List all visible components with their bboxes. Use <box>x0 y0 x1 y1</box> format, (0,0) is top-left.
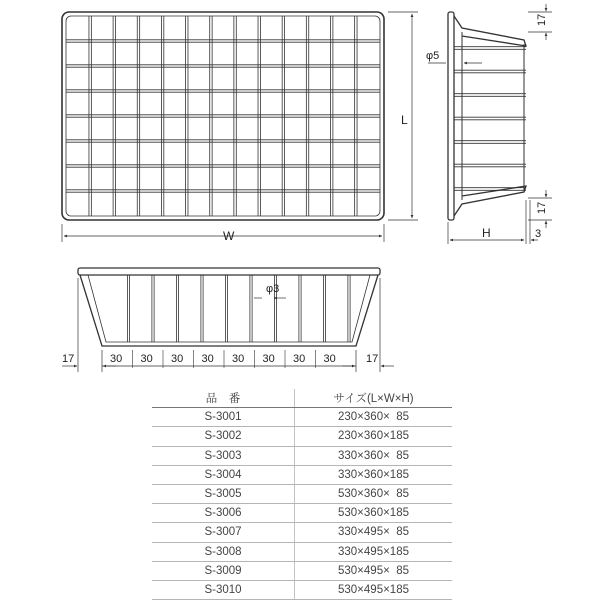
pitch-label: 30 <box>110 353 123 365</box>
pitch-label: 30 <box>323 353 336 365</box>
pitch-label: 30 <box>262 353 275 365</box>
size-cell: 230×360× 85 <box>295 408 453 427</box>
side-view-upper-edge <box>454 16 526 46</box>
dimension-side-3-label: 3 <box>535 228 542 240</box>
part-number-cell: S-3002 <box>152 427 295 446</box>
pitch-label: 30 <box>171 353 184 365</box>
dimension-h-label: H <box>482 226 491 240</box>
dimension-w-label: W <box>223 229 235 243</box>
dimension-h <box>448 200 538 244</box>
front-view <box>78 268 380 346</box>
dimension-side-top-17-label: 17 <box>536 13 548 26</box>
pitch-label: 30 <box>201 353 214 365</box>
part-number-cell: S-3007 <box>152 523 295 542</box>
front-view-posts <box>127 275 350 342</box>
size-cell: 530×360× 85 <box>295 484 453 503</box>
dimension-front-left-17-label: 17 <box>62 353 75 365</box>
dimension-side-bottom-17-label: 17 <box>536 201 548 214</box>
top-view-outer-frame <box>62 12 384 220</box>
size-cell: 230×360×185 <box>295 427 453 446</box>
pitch-label: 30 <box>293 353 306 365</box>
dimension-wire-front-label: φ3 <box>266 283 280 295</box>
part-number-cell: S-3005 <box>152 484 295 503</box>
front-view-top-rail <box>78 268 380 275</box>
part-number-cell: S-3010 <box>152 580 295 599</box>
spec-table-body <box>152 408 452 600</box>
side-view-ribs <box>454 47 526 191</box>
part-number-cell: S-3009 <box>152 561 295 580</box>
pitch-label: 30 <box>232 353 245 365</box>
pitch-label: 30 <box>140 353 153 365</box>
table-row <box>152 542 452 561</box>
header-size: サイズ(L×W×H) <box>295 389 453 408</box>
top-view <box>62 12 384 220</box>
table-row <box>152 580 452 599</box>
front-view-inner-outline <box>88 275 370 342</box>
size-cell: 530×360×185 <box>295 504 453 523</box>
dimension-front-right-17-label: 17 <box>366 353 379 365</box>
dimension-pitch-labels <box>110 350 336 368</box>
table-row <box>152 484 452 503</box>
header-part-number: 品 番 <box>152 389 295 408</box>
top-view-wire-grid <box>66 16 380 216</box>
part-number-cell: S-3008 <box>152 542 295 561</box>
front-view-outline <box>80 275 378 346</box>
side-view <box>448 12 526 220</box>
dimension-l-label: L <box>401 113 408 127</box>
size-cell: 330×495× 85 <box>295 523 453 542</box>
table-row <box>152 504 452 523</box>
table-row <box>152 523 452 542</box>
part-number-cell: S-3004 <box>152 465 295 484</box>
table-row <box>152 465 452 484</box>
part-number-cell: S-3003 <box>152 446 295 465</box>
side-view-back-bar <box>448 12 454 220</box>
size-cell: 530×495× 85 <box>295 561 453 580</box>
table-row <box>152 446 452 465</box>
part-number-cell: S-3001 <box>152 408 295 427</box>
dimension-wire-top-label: φ5 <box>426 50 440 62</box>
part-number-cell: S-3006 <box>152 504 295 523</box>
spec-table <box>152 389 452 600</box>
size-cell: 330×360×185 <box>295 465 453 484</box>
size-cell: 330×495×185 <box>295 542 453 561</box>
table-row <box>152 561 452 580</box>
table-row <box>152 427 452 446</box>
size-cell: 330×360× 85 <box>295 446 453 465</box>
table-row <box>152 408 452 427</box>
size-cell: 530×495×185 <box>295 580 453 599</box>
spec-table-header <box>152 389 452 408</box>
